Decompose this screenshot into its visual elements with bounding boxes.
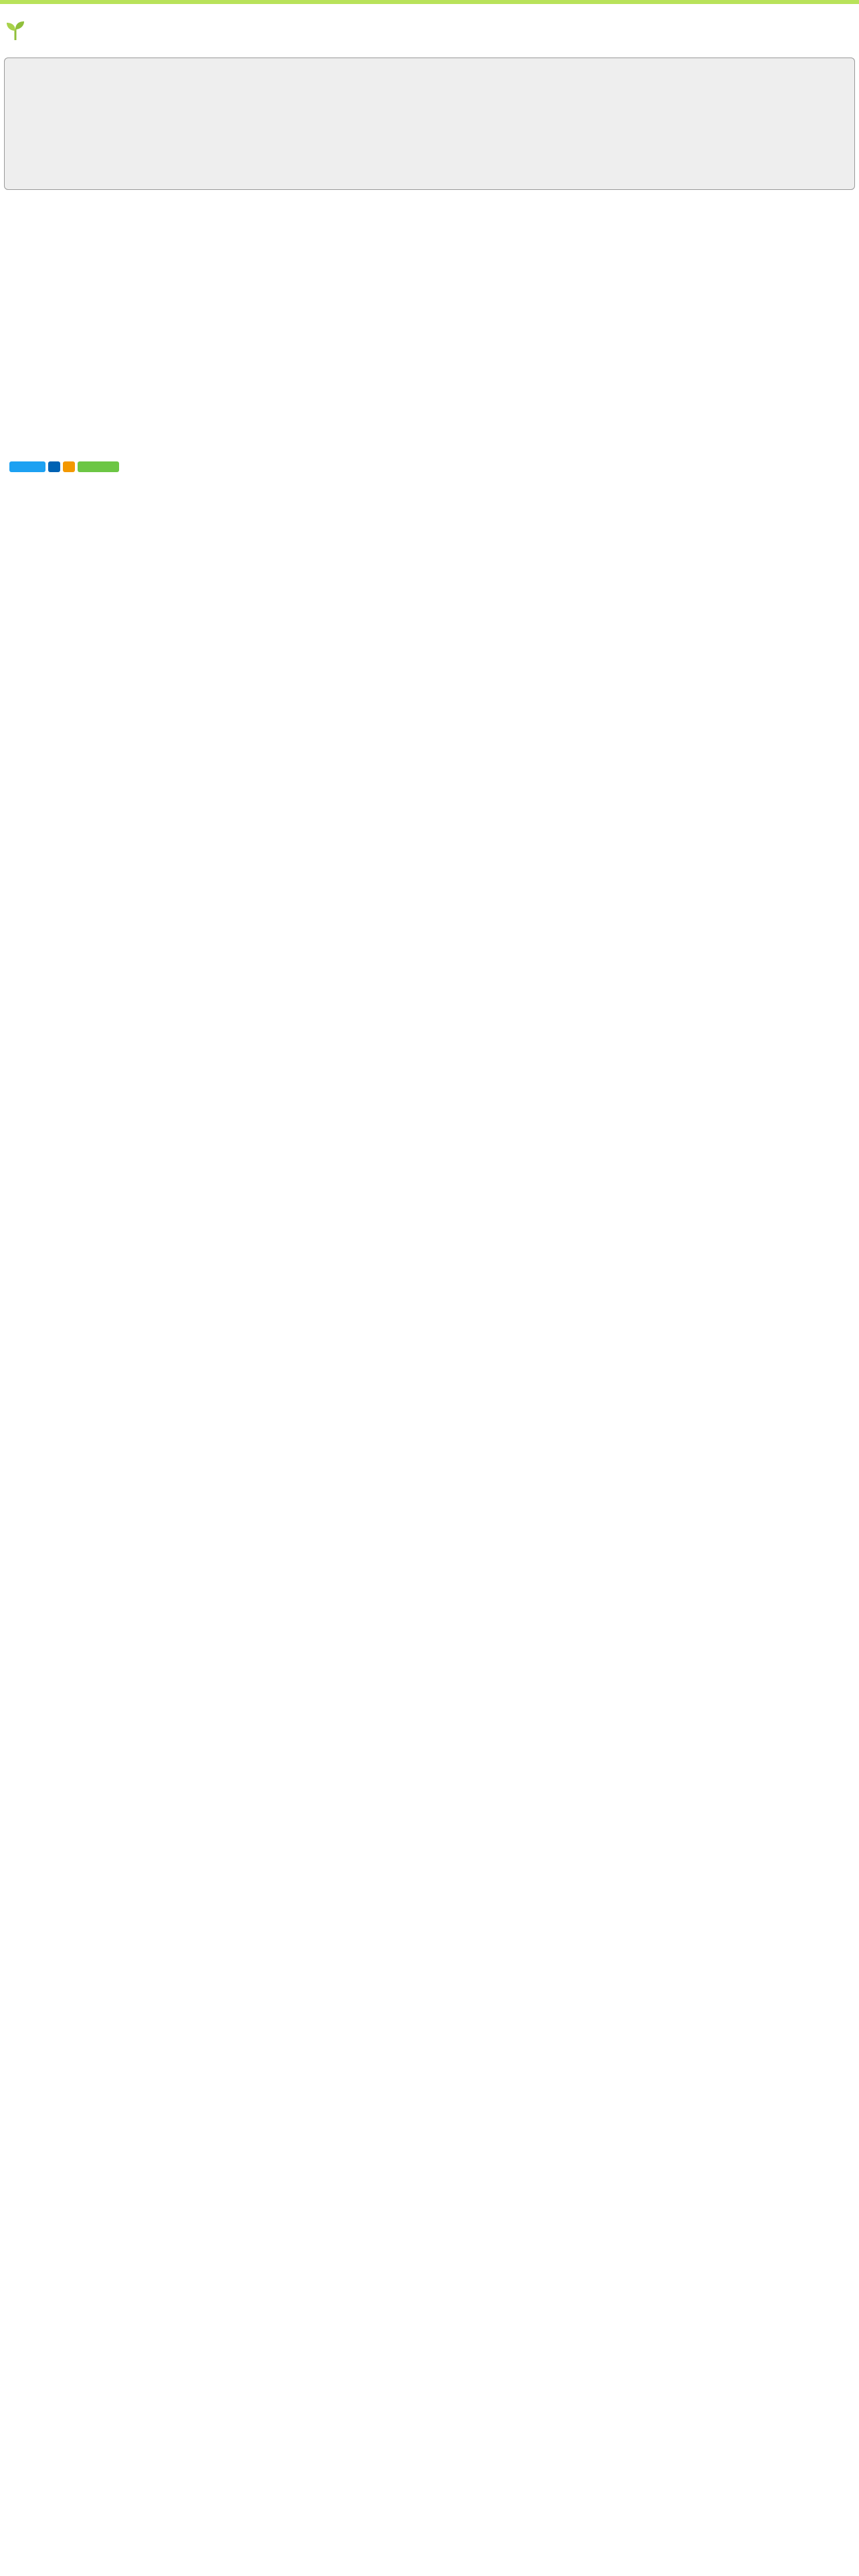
sprout-icon <box>4 19 27 41</box>
site-logo[interactable] <box>4 16 104 45</box>
tweet-button[interactable] <box>9 461 45 472</box>
social-buttons <box>9 461 122 475</box>
hatena-bookmark-button[interactable] <box>48 461 60 472</box>
top-accent-bar <box>0 0 859 4</box>
board-list-box <box>4 58 855 190</box>
feedly-follow-button[interactable] <box>78 461 119 472</box>
rss-button[interactable] <box>63 461 75 472</box>
